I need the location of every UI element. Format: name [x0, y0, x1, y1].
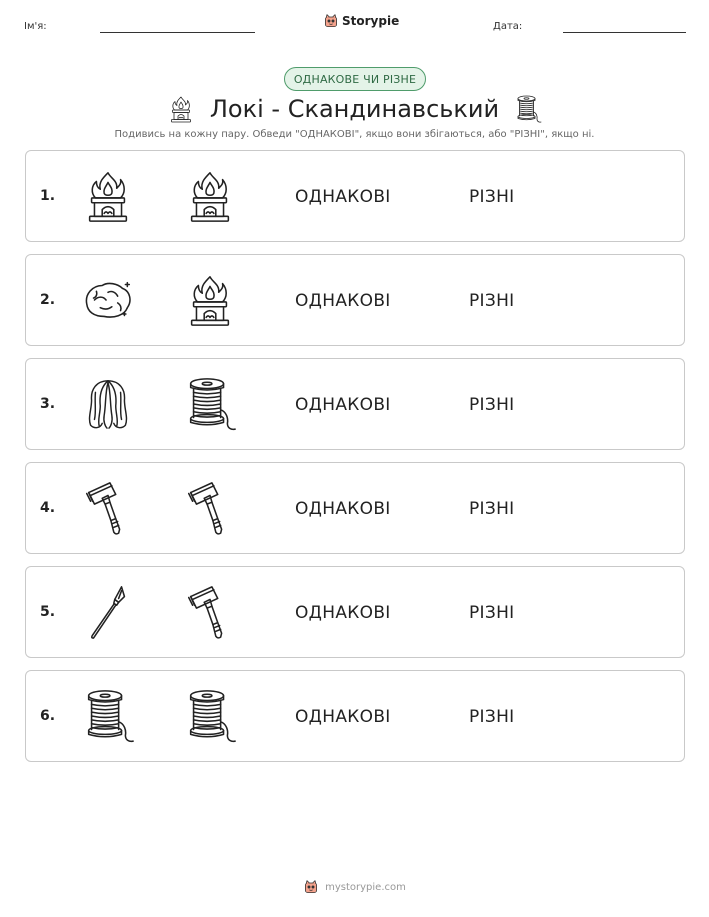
row-number: 3. — [40, 396, 56, 412]
row-number: 5. — [40, 604, 56, 620]
page-title: Локі - Скандинавський — [209, 95, 500, 123]
pair-row — [25, 462, 685, 554]
name-label: Ім'я: — [24, 21, 47, 32]
pair-row — [25, 670, 685, 762]
storypie-mascot-icon — [303, 879, 319, 895]
fire-altar-icon — [181, 167, 239, 225]
row-number: 6. — [40, 708, 56, 724]
brand-logo — [323, 13, 399, 29]
fire-altar-icon — [79, 167, 137, 225]
rock-icon — [79, 271, 137, 329]
brand-name: Storypie — [342, 14, 400, 28]
fire-altar-icon — [166, 94, 196, 124]
pair-row — [25, 150, 685, 242]
thread-spool-icon — [181, 687, 239, 745]
different-option[interactable]: РІЗНІ — [469, 395, 515, 415]
date-label: Дата: — [493, 21, 523, 32]
spear-icon — [79, 583, 137, 641]
different-option[interactable]: РІЗНІ — [469, 499, 515, 519]
same-option[interactable]: ОДНАКОВІ — [295, 707, 391, 727]
row-number: 4. — [40, 500, 56, 516]
fire-altar-icon — [181, 271, 239, 329]
same-option[interactable]: ОДНАКОВІ — [295, 291, 391, 311]
hammer-icon — [181, 479, 239, 537]
thread-spool-icon — [79, 687, 137, 745]
worksheet-header — [0, 0, 709, 50]
instructions: Подивись на кожну пару. Обведи "ОДНАКОВІ", якщо вони збігаються, або "РІЗНІ", якщо ні. — [114, 129, 595, 140]
storypie-mascot-icon — [323, 13, 339, 29]
name-write-line[interactable] — [100, 32, 255, 33]
different-option[interactable]: РІЗНІ — [469, 187, 515, 207]
hair-icon — [79, 375, 137, 433]
different-option[interactable]: РІЗНІ — [469, 291, 515, 311]
same-option[interactable]: ОДНАКОВІ — [295, 395, 391, 415]
pair-list — [25, 150, 685, 774]
different-option[interactable]: РІЗНІ — [469, 707, 515, 727]
hammer-icon — [79, 479, 137, 537]
different-option[interactable]: РІЗНІ — [469, 603, 515, 623]
thread-spool-icon — [181, 375, 239, 433]
same-option[interactable]: ОДНАКОВІ — [295, 499, 391, 519]
same-option[interactable]: ОДНАКОВІ — [295, 603, 391, 623]
pair-row — [25, 358, 685, 450]
pair-row — [25, 566, 685, 658]
thread-spool-icon — [513, 94, 543, 124]
same-option[interactable]: ОДНАКОВІ — [295, 187, 391, 207]
title-row — [0, 92, 709, 126]
footer-website[interactable]: mystorypie.com — [325, 881, 406, 893]
row-number: 1. — [40, 188, 56, 204]
pair-row — [25, 254, 685, 346]
footer — [0, 879, 709, 895]
row-number: 2. — [40, 292, 56, 308]
date-write-line[interactable] — [563, 32, 686, 33]
hammer-icon — [181, 583, 239, 641]
worksheet-type-badge: ОДНАКОВЕ ЧИ РІЗНЕ — [284, 67, 426, 91]
